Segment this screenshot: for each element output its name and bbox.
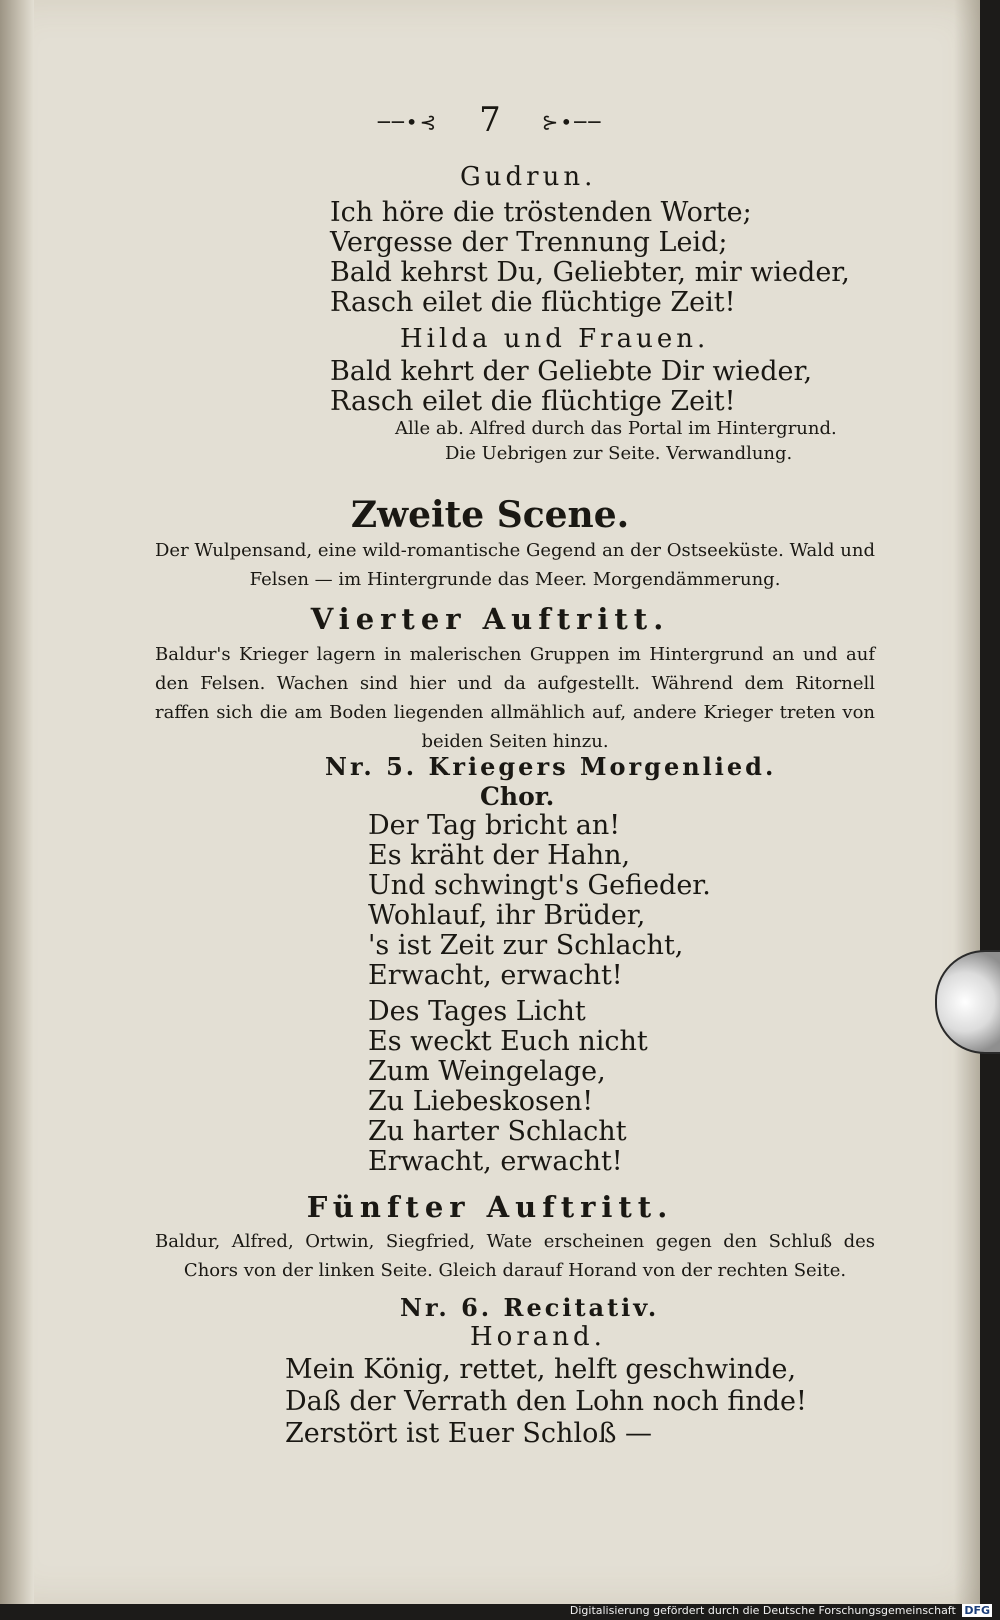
verse-line: Zum Weingelage, bbox=[368, 1056, 606, 1087]
verse-line: Erwacht, erwacht! bbox=[368, 960, 623, 991]
act-title: Fünfter Auftritt. bbox=[306, 1190, 674, 1224]
scene-description: Der Wulpensand, eine wild-romantische Gegend an der Ostseeküste. Wald und Felsen — im Hintergrunde das Meer. Morgendämmerung. bbox=[155, 540, 875, 590]
verse-line: Der Tag bricht an! bbox=[368, 810, 621, 841]
verse-line: Des Tages Licht bbox=[368, 996, 586, 1027]
verse-line: Zerstört ist Euer Schloß — bbox=[285, 1418, 652, 1449]
verse-line: Rasch eilet die flüchtige Zeit! bbox=[330, 386, 736, 417]
dfg-logo: DFG bbox=[964, 1604, 990, 1617]
scene-title: Zweite Scene. bbox=[350, 494, 630, 536]
verse-line: Vergesse der Trennung Leid; bbox=[330, 227, 728, 258]
stage-direction: Alle ab. Alfred durch das Portal im Hintergrund. bbox=[395, 418, 837, 439]
verse-line: Rasch eilet die flüchtige Zeit! bbox=[330, 287, 736, 318]
verse-line: Zu Liebeskosen! bbox=[368, 1086, 594, 1117]
speaker-horand: Horand. bbox=[470, 1322, 606, 1352]
verse-line: Daß der Verrath den Lohn noch finde! bbox=[285, 1386, 807, 1417]
verse-line: Zu harter Schlacht bbox=[368, 1116, 627, 1147]
ornament-left: ──•⊰ bbox=[377, 110, 439, 134]
digitization-footer bbox=[570, 1604, 992, 1617]
footer-text: Digitalisierung gefördert durch die Deutsche Forschungsgemeinschaft bbox=[569, 1604, 956, 1617]
verse-line: Bald kehrt der Geliebte Dir wieder, bbox=[330, 356, 813, 387]
chorus-label: Chor. bbox=[480, 782, 555, 811]
act-title: Vierter Auftritt. bbox=[310, 602, 670, 636]
ornament-right: ⊱•── bbox=[541, 110, 603, 134]
number-title: Nr. 6. Recitativ. bbox=[400, 1293, 660, 1322]
page-header bbox=[0, 100, 980, 140]
verse-line: Erwacht, erwacht! bbox=[368, 1146, 623, 1177]
stage-direction: Die Uebrigen zur Seite. Verwandlung. bbox=[445, 443, 793, 464]
page-number: 7 bbox=[479, 100, 501, 140]
act-description: Baldur's Krieger lagern in malerischen Gruppen im Hintergrund an und auf den Felsen. Wachen sind hier und da aufgestellt. Während dem Ritornell raffen sich die am Boden liegenden allmählich auf, andere Krieger treten von beiden Seiten hinzu. bbox=[155, 644, 875, 752]
verse-line: 's ist Zeit zur Schlacht, bbox=[368, 930, 684, 961]
verse-line: Ich höre die tröstenden Worte; bbox=[330, 197, 752, 228]
verse-line: Bald kehrst Du, Geliebter, mir wieder, bbox=[330, 257, 850, 288]
verse-line: Und schwingt's Gefieder. bbox=[368, 870, 711, 901]
verse-line: Es kräht der Hahn, bbox=[368, 840, 631, 871]
verse-line: Es weckt Euch nicht bbox=[368, 1026, 648, 1057]
verse-line: Mein König, rettet, helft geschwinde, bbox=[285, 1354, 797, 1385]
speaker-hilda-und-frauen: Hilda und Frauen. bbox=[400, 324, 710, 354]
act-description: Baldur, Alfred, Ortwin, Siegfried, Wate erscheinen gegen den Schluß des Chors von der linken Seite. Gleich darauf Horand von der rechten Seite. bbox=[155, 1231, 875, 1281]
number-title: Nr. 5. Kriegers Morgenlied. bbox=[325, 752, 777, 781]
speaker-gudrun: Gudrun. bbox=[460, 162, 597, 192]
verse-line: Wohlauf, ihr Brüder, bbox=[368, 900, 646, 931]
